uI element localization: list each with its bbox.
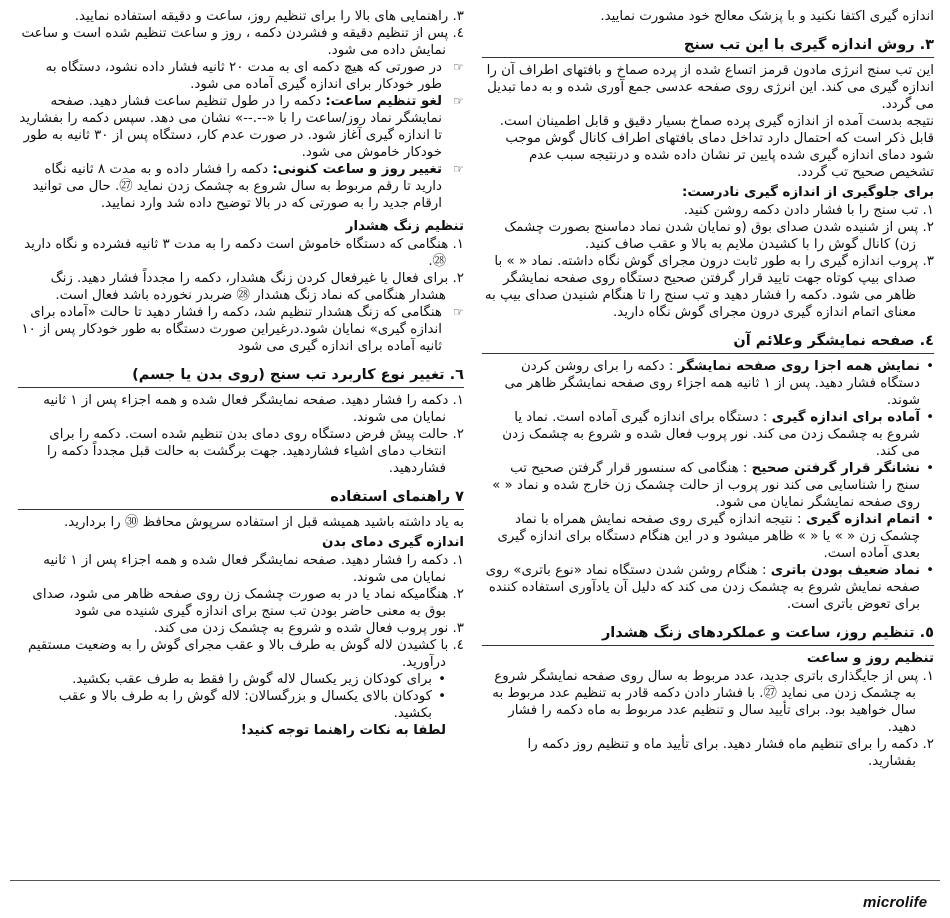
display-item-text: : هنگام روشن شدن دستگاه نماد «نوع باتری» روی صفحه نمایش شروع به چشمک زدن می کند که دلیل آن یادآوری استفاده کننده برای تعوض باتری است. <box>485 563 920 612</box>
section-3-paragraph-1: این تب سنج انرژی مادون قرمز اتساع شده از پرده صماخ و بافتهای اطراف آن را اندازه گیری می کند. این انرژی روی صفحه عدسی جمع آوری شده و به دما تبدیل می گردد. <box>486 63 934 112</box>
display-item <box>482 409 934 460</box>
display-item <box>482 460 934 511</box>
intro-text: اندازه گیری اکتفا نکنید و با پزشک معالج خود مشورت نمایید. <box>600 9 934 24</box>
note-text: در صورتی که هیچ دکمه ای به مدت ۲۰ ثانیه فشار داده نشود، دستگاه به طور خودکار برای اندازه گیری آماده می شود. <box>45 60 442 92</box>
note-auto-ready <box>18 59 464 93</box>
section-3-item: ۳. پروب اندازه گیری را به طور ثابت درون مجرای گوش نگاه داشته. نماد « » با صدای بیپ کوتاه جهت تایید قرار گرفتن صحیح دستگاه روی صفحه نمایشگر ظاهر می شود. دکمه را فشار دهید و تب سنج را تا هنگام شنیدن صدای بیپ به معنای اتمام اندازه گیری درون مجرای گوش نگاه دارید. <box>484 254 934 320</box>
cancel-label: لغو تنظیم ساعت: <box>325 94 442 109</box>
left-column <box>18 8 464 739</box>
change-text: دکمه را فشار داده و به مدت ۸ ثانیه نگاه دارید تا رقم مربوط به سال شروع به چشمک زدن نماید ㉗. حال می توانید ارقام جدید را به صورتی که در بالا توضیح داده شد وارد نمایید. <box>32 162 442 211</box>
display-item-text: : نتیجه اندازه گیری روی صفحه نمایش همراه با نماد چشمک زن « » یا « » ظاهر میشود و در این هنگام دستگاه برای اندازه گیری بعدی آماده است. <box>497 512 920 561</box>
section-7-title: ۷ راهنمای استفاده <box>18 489 464 510</box>
cancel-time-setting <box>18 93 464 161</box>
note-text: هنگامی که زنگ هشدار تنظیم شد، دکمه را فشار دهید تا حالت «آماده برای اندازه گیری» نمایان شود.درغیراین صورت دستگاه به طور خودکار پس از ۱۰ ثانیه آماده برای اندازه گیری می شود <box>21 305 442 354</box>
section-7-item: ۳. نور پروب فعال شده و شروع به چشمک زدن می کند. <box>153 621 464 636</box>
pointing-hand-icon: ☞ <box>453 94 464 108</box>
section-7-intro: به یاد داشته باشید همیشه قبل از استفاده سرپوش محافظ ㉚ را بردارید. <box>64 515 464 530</box>
change-date-time <box>18 161 464 212</box>
section-4-title: ٤. صفحه نمایشگر وعلائم آن <box>482 333 934 354</box>
pointing-hand-icon: ☞ <box>453 305 464 319</box>
section-3-item: ۱. تب سنج را با فشار دادن دکمه روشن کنید. <box>683 203 934 218</box>
alarm-subtitle: تنظیم زنگ هشدار <box>345 219 464 234</box>
section-7-note: لطفا به نکات راهنما توجه کنید! <box>240 723 446 738</box>
section-3-subtitle: برای جلوگیری از اندازه گیری نادرست: <box>682 185 934 200</box>
display-item-text: : دکمه را برای روشن کردن دستگاه فشار دهید. پس از ۱ ثانیه همه اجزاء روی صفحه نمایشگر ظاهر می شوند. <box>504 359 920 408</box>
display-item-label: نشانگر قرار گرفتن صحیح <box>751 461 920 476</box>
right-column <box>482 8 934 770</box>
section-7-item: ۱. دکمه را فشار دهید. صفحه نمایشگر فعال شده و همه اجزاء پس از ۱ ثانیه نمایان می شوند. <box>43 553 464 585</box>
display-item <box>482 511 934 562</box>
section-6-item: ۲. حالت پیش فرض دستگاه روی دمای بدن تنظیم شده است. دکمه را برای انتخاب دمای اشیاء فشاردهید. جهت برگشت به حالت قبل مجدداً دکمه را فشاردهید. <box>46 427 464 476</box>
footer-divider <box>10 880 940 881</box>
display-item <box>482 358 934 409</box>
note-alarm <box>18 304 464 355</box>
pointing-hand-icon: ☞ <box>453 162 464 176</box>
cancel-text: دکمه را در طول تنظیم ساعت فشار دهید. صفحه نمایشگر نماد روز/ساعت را با «--.--» نشان می دهد. سپس دکمه را بفشارید تا اندازه گیری آغاز شود. در صورت عدم کار، دستگاه پس از ۳۰ ثانیه به طور خودکار خاموش می شود. <box>19 94 442 160</box>
section-3-paragraph-2: نتیجه بدست آمده از اندازه گیری پرده صماخ بسیار دقیق و قابل اطمینان است. قابل ذکر است که احتمال دارد تداخل دمای بافتهای اطراف کانال گوش موجب شود دمای اندازه گیری شده پایین تر نشان داده شده و درنتیجه سبب عدم تشخیص صحیح تب گردد. <box>499 114 934 180</box>
section-3-title: ۳. روش اندازه گیری با این تب سنج <box>482 37 934 58</box>
section-6-item: ۱. دکمه را فشار دهید. صفحه نمایشگر فعال شده و همه اجزاء پس از ۱ ثانیه نمایان می شوند. <box>43 393 464 425</box>
section-7-item: ٤. با کشیدن لاله گوش به طرف بالا و عقب مجرای گوش را به وضعیت مستقیم درآورید. <box>27 638 464 670</box>
time-setting-item: ٤. پس از تنظیم دقیقه و فشردن دکمه ، روز و ساعت تنظیم شده است و ساعت نمایش داده می شود. <box>21 26 464 58</box>
section-5-item: ۱. پس از جایگذاری باتری جدید، عدد مربوط به سال روی صفحه نمایشگر شروع به چشمک زدن می نماید ㉗. با فشار دادن دکمه قادر به تنظیم عدد مربوط به سال خواهید بود. برای تأیید سال و تنظیم عدد مربوط به ماه دکمه را فشار دهید. <box>492 669 934 735</box>
change-label: تغییر روز و ساعت کنونی: <box>272 162 442 177</box>
display-item-label: آماده برای اندازه گیری <box>771 410 920 425</box>
section-6-title: ٦. تغییر نوع کاربرد تب سنج (روی بدن یا جسم) <box>18 367 464 388</box>
pointing-hand-icon: ☞ <box>453 60 464 74</box>
display-item <box>482 562 934 613</box>
section-7-bullet: • برای کودکان زیر یکسال لاله گوش را فقط به طرف عقب بکشید. <box>18 671 446 688</box>
section-7-item: ۲. هنگامیکه نماد یا در به صورت چشمک زن روی صفحه ظاهر می شود، صدای بوق به معنی حاضر بودن تب سنج برای اندازه گیری شنیده می شود <box>32 587 464 619</box>
display-item-label: اتمام اندازه گیری <box>805 512 920 527</box>
section-5-item: ۲. دکمه را برای تنظیم ماه فشار دهید. برای تأیید ماه و تنظیم روز دکمه را بفشارید. <box>527 737 934 769</box>
section-3-item: ۲. پس از شنیده شدن صدای بوق (و نمایان شدن نماد دماسنج بصورت چشمک زن) کانال گوش را با کشیدن ملایم به بالا و عقب صاف کنید. <box>504 220 934 252</box>
display-item-text: : هنگامی که سنسور قرار گرفتن صحیح تب سنج را شناسایی می کند نور پروب از حالت چشمک زن خارج شده و نماد « » روی صفحه نمایشگر نمایان می شود. <box>492 461 920 510</box>
section-5-title: ٥. تنظیم روز، ساعت و عملکردهای زنگ هشدار <box>482 625 934 646</box>
time-setting-item: ۳. راهنمایی های بالا را برای تنظیم روز، ساعت و دقیقه استفاده نمایید. <box>74 9 464 24</box>
display-item-text: : دستگاه برای اندازه گیری آماده است. نماد یا شروع به چشمک زدن می کند. نور پروب فعال شده و شروع به چشمک زدن می کند. <box>502 410 920 459</box>
section-7-bullet: • کودکان بالای یکسال و بزرگسالان: لاله گوش را به طرف بالا و عقب بکشید. <box>18 688 446 722</box>
alarm-item: ۲. برای فعال یا غیرفعال کردن زنگ هشدار، دکمه را مجدداً فشار دهید. زنگ هشدار هنگامی که نماد زنگ هشدار ㉘ ضربدر نخورده باشد فعال است. <box>50 271 464 303</box>
display-item-label: نماد ضعیف بودن باتری <box>770 563 920 578</box>
alarm-item: ۱. هنگامی که دستگاه خاموش است دکمه را به مدت ۳ ثانیه فشرده و نگاه دارید ㉘. <box>24 237 464 269</box>
brand-logo: microlife <box>863 894 928 911</box>
display-item-label: نمایش همه اجزا روی صفحه نمایشگر <box>677 359 920 374</box>
section-5-subtitle: تنظیم روز و ساعت <box>806 651 934 666</box>
section-7-subtitle: اندازه گیری دمای بدن <box>321 535 464 550</box>
